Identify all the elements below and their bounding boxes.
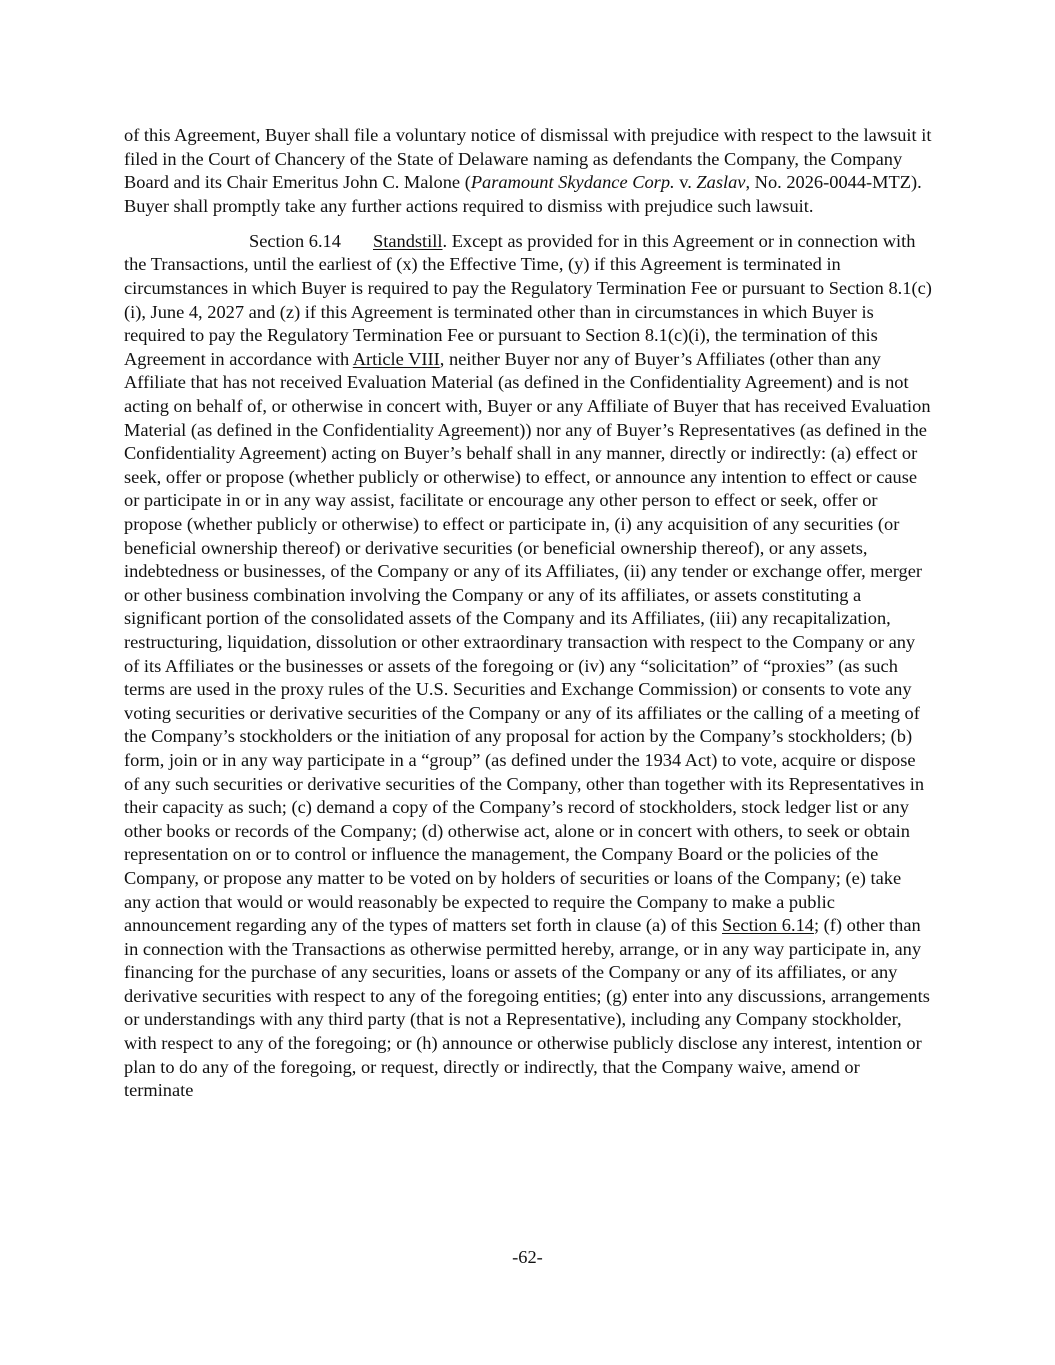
case-name-italic: Paramount Skydance Corp. (470, 172, 675, 193)
continuation-paragraph (124, 124, 932, 218)
page-number: -62- (512, 1247, 543, 1267)
versus-text: v. (674, 172, 697, 193)
section-6-14-paragraph (124, 230, 932, 1103)
paragraph-text: , No. 2026-0044-MTZ). Buyer shall promptly take any further actions required to dismiss with prejudice such lawsuit. (124, 172, 922, 216)
paragraph-text: , neither Buyer nor any of Buyer’s Affiliates (other than any Affiliate that has not received Evaluation Material (as defined in the Confidentiality Agreement) and is not acting on behalf of, or otherwise in concert with, Buyer or any Affiliate of Buyer that has received Evaluation Material (as defined in the Confidentiality Agreement)) nor any of Buyer’s Representatives (as defined in the Confidentiality Agreement) acting on Buyer’s behalf shall in any manner, directly or indirectly: (a) effect or seek, offer or propose (whether publicly or otherwise) to effect, or announce any intention to effect or cause or participate in or in any way assist, facilitate or encourage any other person to effect or seek, offer or propose (whether publicly or otherwise) to effect or participate in, (i) any acquisition of any securities (or beneficial ownership thereof) or derivative securities (or beneficial ownership thereof), or any assets, indebtedness or businesses, of the Company or any of its Affiliates, (ii) any tender or exchange offer, merger or other business combination involving the Company or any of its affiliates, or assets constituting a significant portion of the consolidated assets of the Company and its Affiliates, (iii) any recapitalization, restructuring, liquidation, dissolution or other extraordinary transaction with respect to the Company or any of its Affiliates or the businesses or assets of the foregoing or (iv) any “solicitation” of “proxies” (as such terms are used in the proxy rules of the U.S. Securities and Exchange Commission) or consents to vote any voting securities or derivative securities of the Company or any of its affiliates or the calling of a meeting of the Company’s stockholders or the initiation of any proposal for action by the Company’s stockholders; (b) form, join or in any way participate in a “group” (as defined under the 1934 Act) to vote, acquire or dispose of any such securities or derivative securities of the Company, other than together with its Representatives in their capacity as such; (c) demand a copy of the Company’s record of stockholders, stock ledger list or any other books or records of the Company; (d) otherwise act, alone or in concert with others, to seek or obtain representation on or to control or influence the management, the Company Board or the policies of the Company, or propose any matter to be voted on by holders of securities or loans of the Company; (e) take any action that would or would reasonably be expected to require the Company to make a public announcement regarding any of the types of matters set forth in clause (a) of this (124, 348, 931, 936)
document-page (124, 124, 932, 1103)
paragraph-text: Except as provided for in this Agreement or in connection with the Transactions, until the earliest of (x) the Effective Time, (y) if this Agreement is terminated in circumstances in which Buyer is required to pay the Regulatory Termination Fee or pursuant to Section 8.1(c)(i), June 4, 2027 and (z) if this Agreement is terminated other than in circumstances in which Buyer is required to pay the Regulatory Termination Fee or pursuant to Section 8.1(c)(i), the termination of this Agreement in accordance with (124, 230, 932, 369)
paragraph-text: of this Agreement, Buyer shall file a voluntary notice of dismissal with prejudice with respect to the lawsuit it filed in the Court of Chancery of the State of Delaware naming as defendants the Company, the Company Board and its Chair Emeritus John C. Malone ( (124, 125, 932, 193)
section-number: Section 6.14 (249, 230, 341, 251)
section-reference: Section 6.14 (722, 915, 814, 936)
case-name-italic: Zaslav (696, 172, 746, 193)
paragraph-text: ; (f) other than in connection with the Transactions as otherwise permitted hereby, arrange, or in any way participate in, any financing for the purchase of any securities, loans or assets of the Company or any of its affiliates, or any derivative securities with respect to any of the foregoing entities; (g) enter into any discussions, arrangements or understandings with any third party (that is not a Representative), including any Company stockholder, with respect to any of the foregoing; or (h) announce or otherwise publicly disclose any interest, intention or plan to do any of the foregoing, or request, directly or indirectly, that the Company waive, amend or terminate (124, 915, 930, 1101)
section-heading: Standstill (373, 230, 443, 251)
article-reference: Article VIII (352, 348, 440, 369)
heading-punctuation: . (442, 230, 452, 251)
